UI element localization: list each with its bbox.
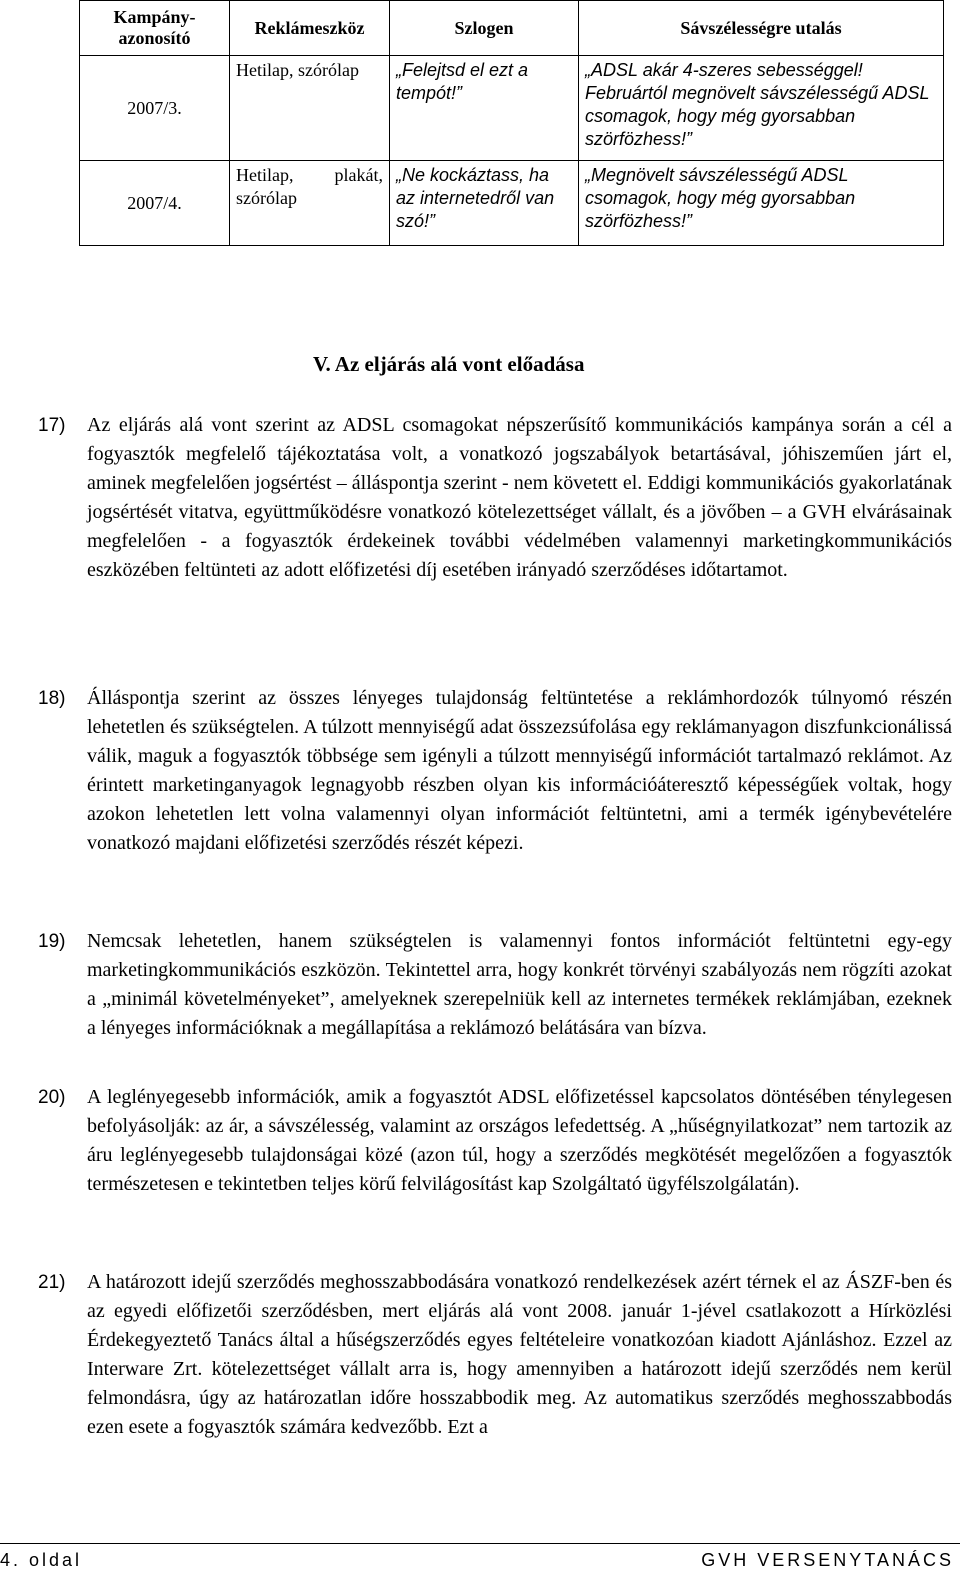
page-number: 4. oldal — [0, 1550, 83, 1570]
advertising-tool-cell: Hetilap, plakát, szórólap — [230, 161, 390, 246]
bandwidth-reference-cell: „Megnövelt sávszélességű ADSL csomagok, hogy még gyorsabban szörfözhess!” — [579, 161, 944, 246]
paragraph-18 — [38, 684, 952, 858]
campaign-table — [79, 0, 944, 246]
paragraph-text: Nemcsak lehetetlen, hanem szükségtelen is valamennyi fontos információt feltüntetni egy-egy marketingkommunikációs eszközön. Tekintettel arra, hogy konkrét törvényi szabályozás nem rögzíti azokat a „minimál követelményeket”, amelyeknek szerepelniük kell az internetes termékek reklámjában, ezeknek a lényeges információknak a megállapítása a reklámozó belátására van bízva. — [87, 930, 952, 1039]
footer-divider — [0, 1543, 960, 1544]
paragraph-21 — [38, 1268, 952, 1442]
header-advertising-tool: Reklámeszköz — [230, 1, 390, 56]
paragraph-20 — [38, 1083, 952, 1199]
table-header-row — [80, 1, 944, 56]
paragraph-number: 20) — [38, 1087, 66, 1108]
paragraph-text: Álláspontja szerint az összes lényeges tulajdonság feltüntetése a reklámhordozók túlnyomó részén lehetetlen és szükségtelen. A túlzott mennyiségű adat összezsúfolása egy reklámanyagon diszfunkcionálissá válik, maguk a fogyasztók többsége sem igényli a túlzott mennyiségű információt tartalmazó reklámot. Az érintett marketinganyagok legnagyobb részben olyan kis információáteresztő képességűek voltak, hogy azokon lehetetlen lett volna valamennyi olyan információt feltüntetni, ami a termék igénybevételére vonatkozó majdani előfizetési szerződés részét képezi. — [87, 687, 952, 854]
bandwidth-reference-cell: „ADSL akár 4-szeres sebességgel! Februártól megnövelt sávszélességű ADSL csomagok, hogy még gyorsabban szörfözhess!” — [579, 56, 944, 161]
section-heading: V. Az eljárás alá vont előadása — [313, 352, 585, 376]
paragraph-number: 18) — [38, 688, 66, 709]
footer-organization: GVH VERSENYTANÁCS — [701, 1550, 954, 1570]
paragraph-number: 21) — [38, 1272, 66, 1293]
header-campaign-id: Kampány-azonosító — [80, 1, 230, 56]
table-row — [80, 56, 944, 161]
paragraph-text: Az eljárás alá vont szerint az ADSL csomagokat népszerűsítő kommunikációs kampánya során a cél a fogyasztók megfelelő tájékoztatása volt, a vonatkozó jogszabályok betartásával, jóhiszeműen járt el, aminek megfelelően jogsértést – álláspontja szerint - nem követett el. Eddigi kommunikációs gyakorlatának jogsértését vitatva, együttműködésre vonatkozó kötelezettséget vállalt, és a jövőben – a GVH elvárásainak megfelelően - a fogyasztók érdekeinek további védelmében valamennyi marketingkommunikációs eszközében feltünteti az adott előfizetési díj esetében irányadó szerződéses időtartamot. — [87, 414, 952, 581]
campaign-id-cell: 2007/3. — [80, 56, 230, 161]
header-slogan: Szlogen — [390, 1, 579, 56]
paragraph-number: 19) — [38, 931, 66, 952]
advertising-tool-cell: Hetilap, szórólap — [230, 56, 390, 161]
slogan-cell: „Ne kockáztass, ha az internetedről van szó!” — [390, 161, 579, 246]
slogan-cell: „Felejtsd el ezt a tempót!” — [390, 56, 579, 161]
table-row — [80, 161, 944, 246]
paragraph-text: A leglényegesebb információk, amik a fogyasztót ADSL előfizetéssel kapcsolatos döntésében ténylegesen befolyásolják: az ár, a sávszélesség, valamint az országos lefedettség. A „hűségnyilatkozat” nem tartozik az áru leglényegesebb tulajdonságai közé (azon túl, hogy a szerződés megkötését megelőzően a fogyasztók természetesen e tekintetben teljes körű felvilágosítást kap Szolgáltató ügyfélszolgálatán). — [87, 1086, 952, 1195]
paragraph-text: A határozott idejű szerződés meghosszabbodására vonatkozó rendelkezések azért térnek el az ÁSZF-ben és az egyedi előfizetői szerződésben, mert eljárás alá vont 2008. január 1-jével csatlakozott a Hírközlési Érdekegyeztető Tanács által a hűségszerződés egyes feltételeire vonatkozóan kiadott Ajánláshoz. Ezzel az Interware Zrt. kötelezettséget vállalt arra is, hogy amennyiben a határozott idejű szerződés nem kerül felmondásra, úgy az határozatlan időre hosszabbodik meg. Az automatikus szerződés meghosszabbodás ezen esete a fogyasztók számára kedvezőbb. Ezt a — [87, 1271, 952, 1438]
paragraph-19 — [38, 927, 952, 1043]
header-bandwidth-reference: Sávszélességre utalás — [579, 1, 944, 56]
paragraph-17 — [38, 411, 952, 585]
paragraph-number: 17) — [38, 415, 66, 436]
campaign-id-cell: 2007/4. — [80, 161, 230, 246]
